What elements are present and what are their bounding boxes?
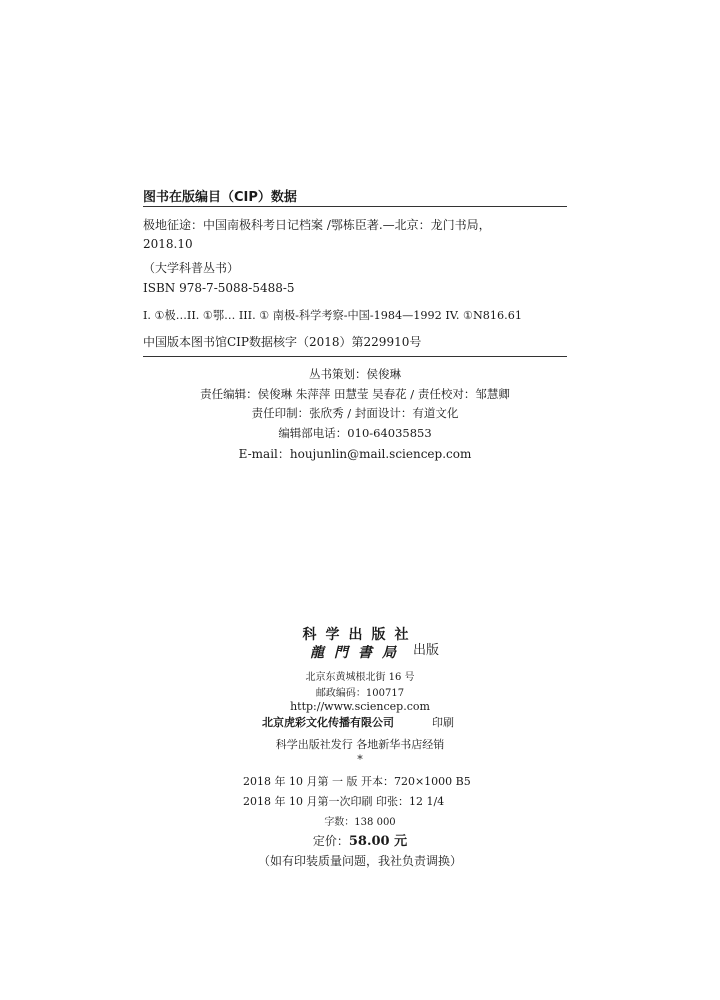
publish-word: 出版 (413, 643, 440, 658)
editorial-phone: 编辑部电话：010-64035853 (278, 426, 432, 440)
editorial-email: E-mail：houjunlin@mail.sciencep.com (238, 447, 472, 461)
price-value: 58.00 元 (348, 834, 408, 849)
publisher-longmen: 龍門書局 (310, 645, 406, 661)
print-and-cover-design: 责任印制：张欣秀 / 封面设计：有道文化 (251, 406, 459, 420)
cip-record-number: 中国版本图书馆CIP数据核字（2018）第229910号 (143, 335, 422, 349)
divider-asterisk: * (357, 753, 363, 766)
cip-title-line: 极地征途：中国南极科考日记档案 /鄂栋臣著.—北京：龙门书局， (143, 218, 491, 232)
cip-isbn-line: ISBN 978-7-5088-5488-5 (143, 281, 295, 295)
responsible-editors: 责任编辑：侯俊琳 朱萍萍 田慧莹 吴春花 / 责任校对：邹慧卿 (200, 387, 510, 401)
edition-info: 2018 年 10 月第 一 版 开本：720×1000 B5 (243, 775, 471, 788)
cip-series-line: （大学科普丛书） (143, 261, 240, 275)
series-planner: 丛书策划：侯俊琳 (309, 367, 401, 381)
cip-classification-line: I. ①极…II. ①鄂… III. ① 南极-科学考察-中国-1984—1992 IV. ①N816.61 (143, 309, 522, 322)
publisher-url: http://www.sciencep.com (290, 700, 430, 713)
printing-info: 2018 年 10 月第一次印刷 印张：12 1/4 (243, 795, 445, 808)
distribution: 科学出版社发行 各地新华书店经销 (275, 738, 445, 751)
cip-bottom-rule (143, 356, 567, 357)
price-label: 定价： (312, 834, 349, 848)
cip-date-line: 2018.10 (143, 237, 193, 251)
publisher-science-press: 科学出版社 (302, 627, 418, 643)
word-count: 字数：138 000 (324, 817, 396, 828)
printer-name: 北京虎彩文化传播有限公司 (262, 716, 394, 729)
price (0, 830, 720, 849)
quality-notice: （如有印装质量问题，我社负责调换） (257, 854, 462, 868)
cip-top-rule (143, 206, 567, 207)
cip-heading: 图书在版编目（CIP）数据 (143, 190, 297, 205)
publisher-address: 北京东黄城根北街 16 号 (305, 672, 415, 683)
print-word: 印刷 (432, 716, 454, 729)
postcode: 邮政编码：100717 (315, 688, 405, 699)
